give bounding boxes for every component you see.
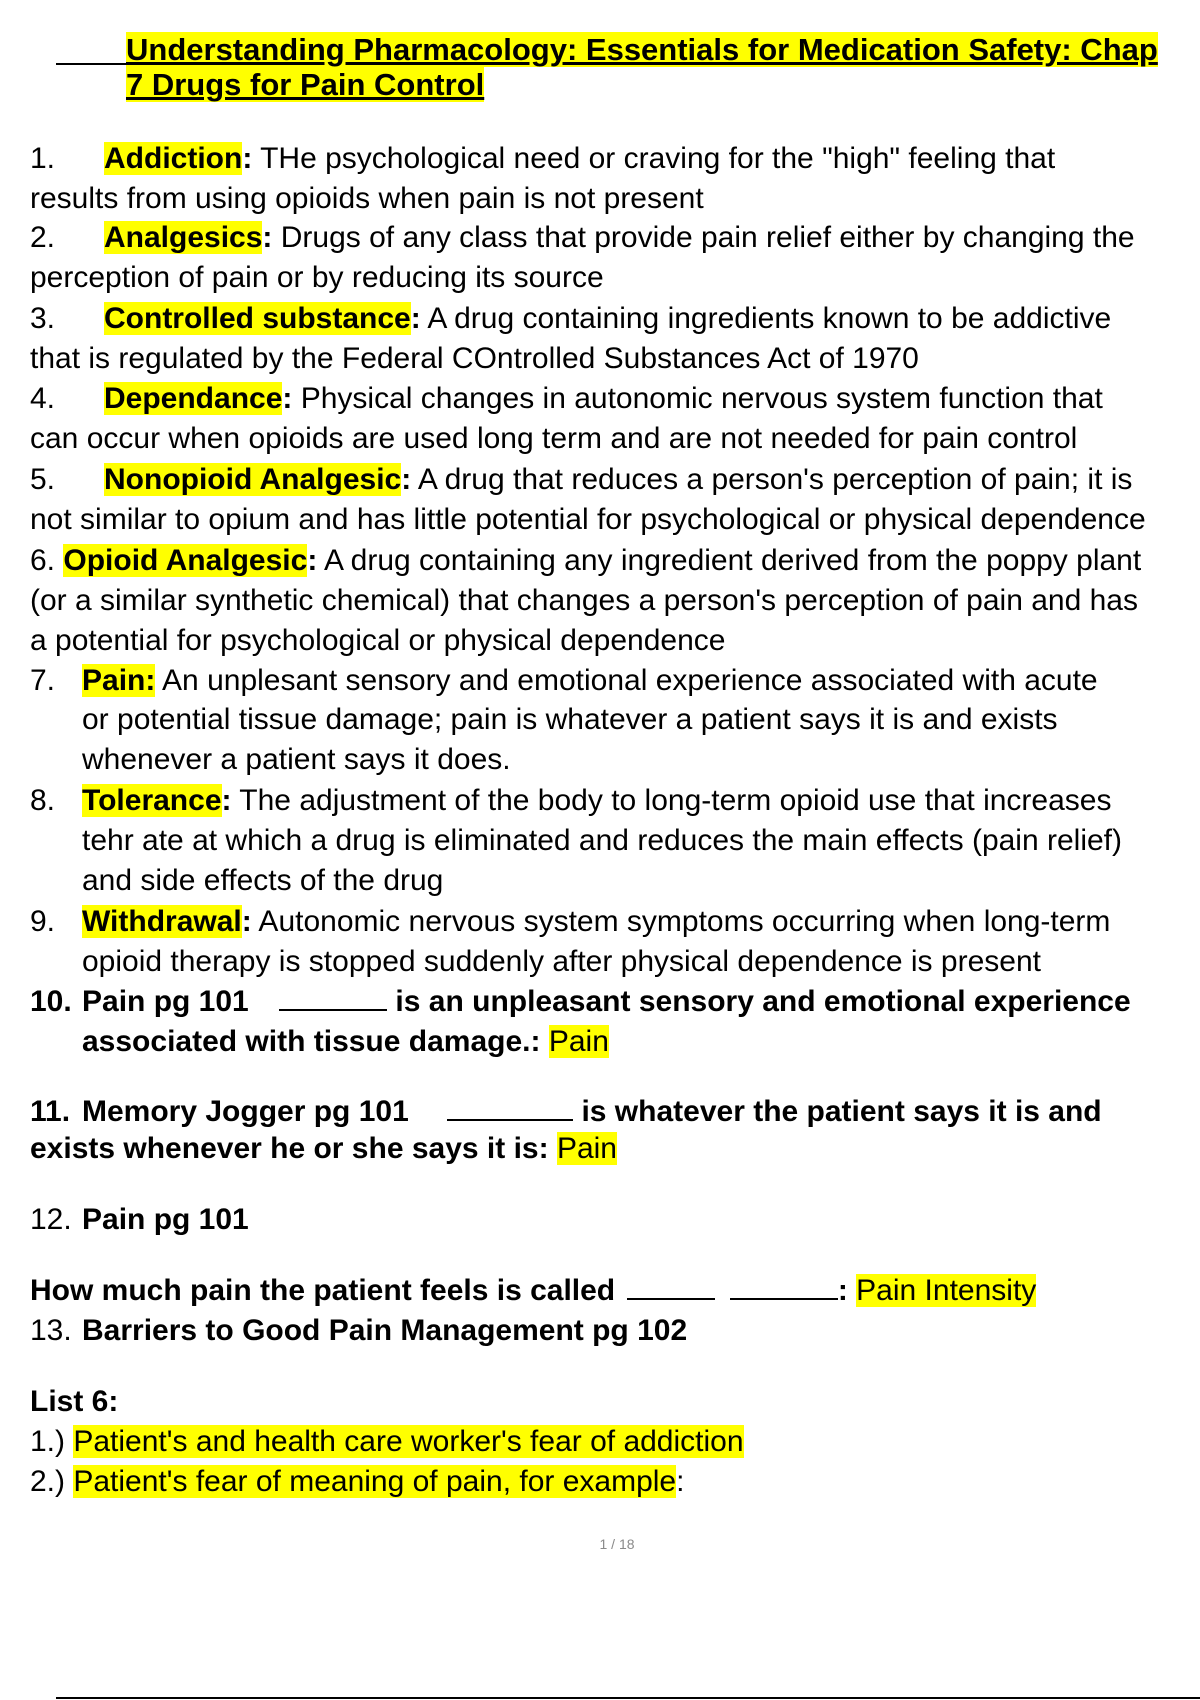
- answer-blank: [730, 1274, 838, 1300]
- term-3-name: Controlled substance: [104, 302, 411, 335]
- question-12-text: How much pain the patient feels is called : Pain Intensity: [30, 1274, 1037, 1307]
- document-title: [126, 32, 1200, 102]
- term-1: 1. Addiction: THe psychological need or craving for the "high" feeling that: [30, 142, 1056, 175]
- title-line-2: 7 Drugs for Pain Control: [126, 67, 485, 102]
- term-1-cont: results from using opioids when pain is not present: [30, 182, 704, 215]
- title-leading-rule: [56, 63, 126, 65]
- term-4: 4. Dependance: Physical changes in autonomic nervous system function that: [30, 382, 1103, 415]
- page-number: 1 / 18: [599, 1536, 635, 1552]
- term-7-cont: or potential tissue damage; pain is whatever a patient says it is and exists: [82, 703, 1058, 736]
- question-10-cont: associated with tissue damage.: Pain: [82, 1025, 609, 1058]
- term-6-cont-2: a potential for psychological or physical dependence: [30, 624, 726, 657]
- question-12: 12. Pain pg 101: [30, 1203, 249, 1236]
- question-12-answer: Pain Intensity: [856, 1274, 1037, 1307]
- term-2-cont: perception of pain or by reducing its source: [30, 261, 604, 294]
- term-5-name: Nonopioid Analgesic: [104, 463, 402, 496]
- question-10-topic: Pain pg 101: [82, 985, 249, 1018]
- question-13-topic: Barriers to Good Pain Management pg 102: [82, 1314, 688, 1347]
- term-6-name: Opioid Analgesic: [63, 544, 308, 577]
- term-5: 5. Nonopioid Analgesic: A drug that reduces a person's perception of pain; it is: [30, 463, 1133, 496]
- term-3-cont: that is regulated by the Federal COntrolled Substances Act of 1970: [30, 342, 919, 375]
- term-4-cont: can occur when opioids are used long term and are not needed for pain control: [30, 422, 1078, 455]
- term-8-cont: tehr ate at which a drug is eliminated and reduces the main effects (pain relief): [82, 824, 1123, 857]
- term-7: 7. Pain: An unplesant sensory and emotional experience associated with acute: [30, 664, 1098, 697]
- bottom-rule: [56, 1697, 1200, 1699]
- term-2-name: Analgesics: [104, 221, 263, 254]
- answer-blank: [279, 985, 387, 1011]
- term-8-name: Tolerance: [82, 784, 222, 817]
- list-item-2: 2.) Patient's fear of meaning of pain, for example:: [30, 1465, 685, 1498]
- term-5-cont: not similar to opium and has little potential for psychological or physical dependence: [30, 503, 1146, 536]
- term-8-cont-2: and side effects of the drug: [82, 864, 444, 897]
- term-6-cont: (or a similar synthetic chemical) that changes a person's perception of pain and has: [30, 584, 1138, 617]
- question-11-answer: Pain: [556, 1132, 617, 1165]
- term-9-cont: opioid therapy is stopped suddenly after physical dependence is present: [82, 945, 1041, 978]
- term-8: 8. Tolerance: The adjustment of the body to long-term opioid use that increases: [30, 784, 1112, 817]
- term-9-name: Withdrawal: [82, 905, 242, 938]
- term-3: 3. Controlled substance: A drug containing ingredients known to be addictive: [30, 302, 1112, 335]
- list-heading: List 6:: [30, 1385, 119, 1418]
- question-12-topic: Pain pg 101: [82, 1203, 249, 1236]
- question-10-answer: Pain: [548, 1025, 609, 1058]
- term-9: 9. Withdrawal: Autonomic nervous system symptoms occurring when long-term: [30, 905, 1111, 938]
- question-11-cont: exists whenever he or she says it is: Pain: [30, 1132, 617, 1165]
- question-11-topic: Memory Jogger pg 101: [82, 1095, 409, 1128]
- list-item-1: 1.) Patient's and health care worker's fear of addiction: [30, 1425, 744, 1458]
- term-7-cont-2: whenever a patient says it does.: [82, 743, 511, 776]
- answer-blank: [627, 1274, 715, 1300]
- term-1-name: Addiction: [104, 142, 243, 175]
- term-6: 6. Opioid Analgesic: A drug containing any ingredient derived from the poppy plant: [30, 544, 1142, 577]
- term-7-name: Pain:: [82, 664, 156, 697]
- term-2: 2. Analgesics: Drugs of any class that provide pain relief either by changing the: [30, 221, 1135, 254]
- question-10: 10. Pain pg 101 is an unpleasant sensory and emotional experience: [30, 985, 1131, 1018]
- answer-blank: [447, 1095, 573, 1121]
- question-13: 13. Barriers to Good Pain Management pg 102: [30, 1314, 688, 1347]
- title-line-1: Understanding Pharmacology: Essentials for Medication Safety: Chap: [126, 32, 1158, 67]
- term-4-name: Dependance: [104, 382, 283, 415]
- question-11: 11. Memory Jogger pg 101 is whatever the patient says it is and: [30, 1095, 1102, 1128]
